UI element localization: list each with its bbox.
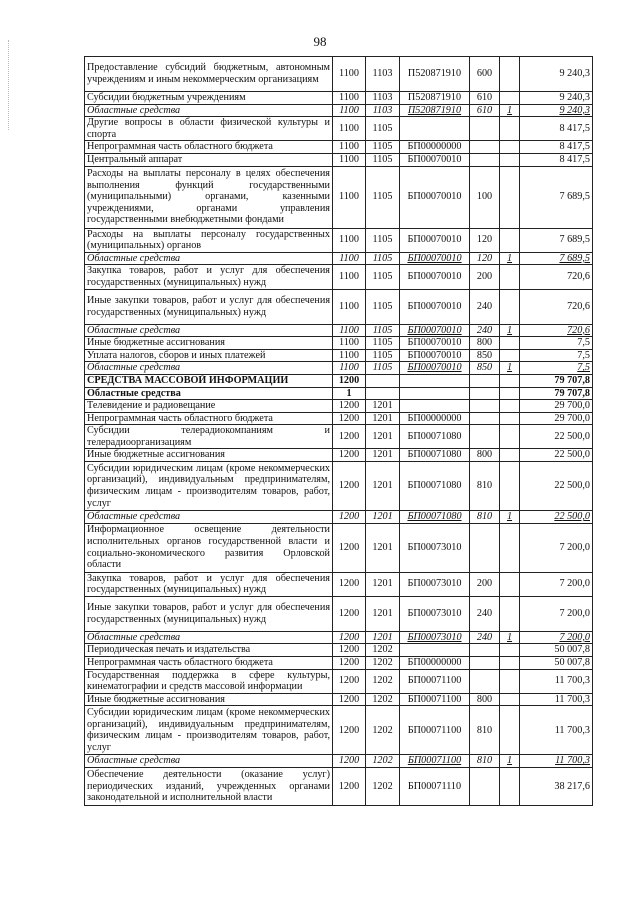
section-code-cell: 1100	[333, 153, 366, 166]
funding-source-cell	[500, 425, 520, 449]
section-code-cell: 1100	[333, 337, 366, 350]
expense-type-cell: 810	[470, 706, 500, 755]
expense-type-cell: 100	[470, 166, 500, 228]
target-article-cell: БП00070010	[400, 289, 470, 324]
row-name-cell: Субсидии юридическим лицам (кроме некоммерческих организаций), индивидуальным предпринимателям, физическим лицам - производителям товаров, работ, услуг	[85, 706, 333, 755]
table-row	[85, 117, 593, 141]
expense-type-cell: 810	[470, 755, 500, 768]
section-code-cell: 1200	[333, 755, 366, 768]
target-article-cell: БП00070010	[400, 265, 470, 289]
sum-cell: 7,5	[520, 349, 593, 362]
table-row	[85, 706, 593, 755]
row-name-cell: Телевидение и радиовещание	[85, 400, 333, 413]
sum-cell: 29 700,0	[520, 412, 593, 425]
funding-source-cell	[500, 349, 520, 362]
expense-type-cell: 240	[470, 631, 500, 644]
expense-type-cell	[470, 644, 500, 657]
section-code-cell: 1200	[333, 412, 366, 425]
target-article-cell: БП00071110	[400, 768, 470, 806]
sum-cell: 7 200,0	[520, 596, 593, 631]
row-name-cell: Обеспечение деятельности (оказание услуг) периодических изданий, учрежденных органами законодательной и исполнительной власти	[85, 768, 333, 806]
subsection-code-cell: 1201	[366, 425, 400, 449]
expense-type-cell: 850	[470, 349, 500, 362]
target-article-cell: БП00070010	[400, 252, 470, 265]
expense-type-cell: 850	[470, 362, 500, 375]
sum-cell: 79 707,8	[520, 387, 593, 400]
subsection-code-cell: 1105	[366, 362, 400, 375]
target-article-cell	[400, 400, 470, 413]
sum-cell: 50 007,8	[520, 644, 593, 657]
funding-source-cell	[500, 596, 520, 631]
expense-type-cell: 610	[470, 104, 500, 117]
expense-type-cell: 200	[470, 265, 500, 289]
row-name-cell: Непрограммная часть областного бюджета	[85, 141, 333, 154]
subsection-code-cell	[366, 374, 400, 387]
row-name-cell: Областные средства	[85, 755, 333, 768]
section-code-cell: 1200	[333, 706, 366, 755]
funding-source-cell	[500, 462, 520, 511]
subsection-code-cell: 1105	[366, 141, 400, 154]
funding-source-cell	[500, 706, 520, 755]
section-code-cell: 1200	[333, 511, 366, 524]
scan-margin-mark	[8, 40, 12, 130]
sum-cell: 7,5	[520, 337, 593, 350]
section-code-cell: 1200	[333, 669, 366, 693]
row-name-cell: Информационное освещение деятельности исполнительных органов государственной власти и социально-экономического развития Орловской области	[85, 523, 333, 572]
subsection-code-cell	[366, 387, 400, 400]
row-name-cell: Иные закупки товаров, работ и услуг для обеспечения государственных (муниципальных) нужд	[85, 596, 333, 631]
funding-source-cell	[500, 669, 520, 693]
row-name-cell: Областные средства	[85, 511, 333, 524]
target-article-cell: П520871910	[400, 57, 470, 92]
funding-source-cell	[500, 523, 520, 572]
section-code-cell: 1100	[333, 57, 366, 92]
sum-cell: 7 200,0	[520, 572, 593, 596]
target-article-cell: БП00071100	[400, 755, 470, 768]
sum-cell: 22 500,0	[520, 511, 593, 524]
sum-cell: 11 700,3	[520, 706, 593, 755]
target-article-cell: БП00071100	[400, 669, 470, 693]
expense-type-cell	[470, 400, 500, 413]
expense-type-cell: 120	[470, 228, 500, 252]
funding-source-cell	[500, 449, 520, 462]
target-article-cell: БП00071100	[400, 706, 470, 755]
table-row	[85, 425, 593, 449]
subsection-code-cell: 1105	[366, 324, 400, 337]
section-code-cell: 1200	[333, 462, 366, 511]
funding-source-cell: 1	[500, 755, 520, 768]
sum-cell: 720,6	[520, 289, 593, 324]
sum-cell: 8 417,5	[520, 153, 593, 166]
table-row	[85, 693, 593, 706]
table-row	[85, 412, 593, 425]
section-code-cell: 1100	[333, 362, 366, 375]
table-row	[85, 768, 593, 806]
funding-source-cell	[500, 57, 520, 92]
subsection-code-cell: 1201	[366, 449, 400, 462]
sum-cell: 22 500,0	[520, 462, 593, 511]
row-name-cell: Субсидии телерадиокомпаниям и телерадиоорганизациям	[85, 425, 333, 449]
row-name-cell: Областные средства	[85, 252, 333, 265]
section-code-cell: 1200	[333, 768, 366, 806]
row-name-cell: Иные закупки товаров, работ и услуг для обеспечения государственных (муниципальных) нужд	[85, 289, 333, 324]
subsection-code-cell: 1105	[366, 153, 400, 166]
expense-type-cell: 240	[470, 324, 500, 337]
subsection-code-cell: 1201	[366, 462, 400, 511]
subsection-code-cell: 1105	[366, 265, 400, 289]
expense-type-cell: 810	[470, 462, 500, 511]
table-row	[85, 57, 593, 92]
funding-source-cell	[500, 400, 520, 413]
funding-source-cell: 1	[500, 631, 520, 644]
sum-cell: 7 200,0	[520, 631, 593, 644]
subsection-code-cell: 1103	[366, 92, 400, 105]
row-name-cell: Государственная поддержка в сфере культуры, кинематографии и средств массовой информации	[85, 669, 333, 693]
funding-source-cell	[500, 117, 520, 141]
section-code-cell: 1200	[333, 596, 366, 631]
funding-source-cell: 1	[500, 252, 520, 265]
funding-source-cell	[500, 141, 520, 154]
table-row	[85, 104, 593, 117]
expense-type-cell	[470, 141, 500, 154]
sum-cell: 50 007,8	[520, 657, 593, 670]
target-article-cell: БП00070010	[400, 324, 470, 337]
subsection-code-cell: 1103	[366, 57, 400, 92]
target-article-cell: БП00070010	[400, 337, 470, 350]
subsection-code-cell: 1201	[366, 572, 400, 596]
table-row	[85, 337, 593, 350]
expense-type-cell: 800	[470, 693, 500, 706]
table-row	[85, 166, 593, 228]
funding-source-cell	[500, 387, 520, 400]
table-row	[85, 644, 593, 657]
target-article-cell: БП00000000	[400, 657, 470, 670]
target-article-cell: БП00070010	[400, 362, 470, 375]
row-name-cell: Расходы на выплаты персоналу государственных (муниципальных) органов	[85, 228, 333, 252]
sum-cell: 29 700,0	[520, 400, 593, 413]
expense-type-cell: 610	[470, 92, 500, 105]
table-row	[85, 289, 593, 324]
sum-cell: 38 217,6	[520, 768, 593, 806]
row-name-cell: Уплата налогов, сборов и иных платежей	[85, 349, 333, 362]
subsection-code-cell: 1105	[366, 117, 400, 141]
expense-type-cell: 120	[470, 252, 500, 265]
subsection-code-cell: 1202	[366, 657, 400, 670]
expense-type-cell	[470, 425, 500, 449]
table-row	[85, 153, 593, 166]
funding-source-cell	[500, 412, 520, 425]
row-name-cell: Иные бюджетные ассигнования	[85, 449, 333, 462]
expense-type-cell	[470, 117, 500, 141]
target-article-cell: БП00000000	[400, 412, 470, 425]
subsection-code-cell: 1202	[366, 693, 400, 706]
section-code-cell: 1200	[333, 693, 366, 706]
target-article-cell: БП00071080	[400, 425, 470, 449]
subsection-code-cell: 1201	[366, 412, 400, 425]
funding-source-cell	[500, 166, 520, 228]
table-row	[85, 669, 593, 693]
row-name-cell: Областные средства	[85, 104, 333, 117]
sum-cell: 720,6	[520, 324, 593, 337]
table-row	[85, 265, 593, 289]
table-row	[85, 462, 593, 511]
sum-cell: 7,5	[520, 362, 593, 375]
section-code-cell: 1100	[333, 265, 366, 289]
row-name-cell: Областные средства	[85, 387, 333, 400]
subsection-code-cell: 1201	[366, 631, 400, 644]
table-row	[85, 449, 593, 462]
funding-source-cell	[500, 228, 520, 252]
table-row	[85, 92, 593, 105]
section-code-cell: 1200	[333, 400, 366, 413]
target-article-cell: БП00070010	[400, 153, 470, 166]
funding-source-cell: 1	[500, 511, 520, 524]
expense-type-cell: 800	[470, 337, 500, 350]
funding-source-cell	[500, 92, 520, 105]
row-name-cell: Закупка товаров, работ и услуг для обеспечения государственных (муниципальных) нужд	[85, 572, 333, 596]
table-row	[85, 252, 593, 265]
subsection-code-cell: 1202	[366, 669, 400, 693]
expense-type-cell	[470, 523, 500, 572]
row-name-cell: Расходы на выплаты персоналу в целях обеспечения выполнения функций государственными (муниципальными) органами, казенными учреждениями, органами управления государственными внебюджетными фондами	[85, 166, 333, 228]
section-code-cell: 1200	[333, 657, 366, 670]
subsection-code-cell: 1201	[366, 596, 400, 631]
sum-cell: 7 689,5	[520, 252, 593, 265]
target-article-cell: БП00070010	[400, 349, 470, 362]
subsection-code-cell: 1103	[366, 104, 400, 117]
expense-type-cell: 800	[470, 449, 500, 462]
table-row	[85, 657, 593, 670]
sum-cell: 9 240,3	[520, 92, 593, 105]
sum-cell: 9 240,3	[520, 57, 593, 92]
expense-type-cell	[470, 768, 500, 806]
funding-source-cell	[500, 265, 520, 289]
table-row	[85, 374, 593, 387]
table-row	[85, 349, 593, 362]
target-article-cell: БП00071100	[400, 693, 470, 706]
funding-source-cell	[500, 572, 520, 596]
subsection-code-cell: 1105	[366, 337, 400, 350]
page-number: 98	[313, 34, 327, 49]
row-name-cell: Периодическая печать и издательства	[85, 644, 333, 657]
section-code-cell: 1200	[333, 644, 366, 657]
funding-source-cell: 1	[500, 324, 520, 337]
table-row	[85, 324, 593, 337]
target-article-cell: БП00073010	[400, 596, 470, 631]
sum-cell: 7 689,5	[520, 228, 593, 252]
funding-source-cell	[500, 657, 520, 670]
subsection-code-cell: 1105	[366, 349, 400, 362]
row-name-cell: Субсидии юридическим лицам (кроме некоммерческих организаций), индивидуальным предпринимателям, физическим лицам - производителям товаров, работ, услуг	[85, 462, 333, 511]
row-name-cell: Предоставление субсидий бюджетным, автономным учреждениям и иным некоммерческим организациям	[85, 57, 333, 92]
expense-type-cell	[470, 657, 500, 670]
expense-type-cell	[470, 669, 500, 693]
target-article-cell: БП00073010	[400, 523, 470, 572]
row-name-cell: СРЕДСТВА МАССОВОЙ ИНФОРМАЦИИ	[85, 374, 333, 387]
target-article-cell	[400, 374, 470, 387]
sum-cell: 22 500,0	[520, 425, 593, 449]
target-article-cell: БП00071080	[400, 449, 470, 462]
section-code-cell: 1100	[333, 117, 366, 141]
expense-type-cell	[470, 374, 500, 387]
sum-cell: 720,6	[520, 265, 593, 289]
target-article-cell: БП00071080	[400, 511, 470, 524]
row-name-cell: Иные бюджетные ассигнования	[85, 337, 333, 350]
sum-cell: 9 240,3	[520, 104, 593, 117]
table-row	[85, 572, 593, 596]
sum-cell: 11 700,3	[520, 669, 593, 693]
subsection-code-cell: 1202	[366, 644, 400, 657]
subsection-code-cell: 1105	[366, 252, 400, 265]
section-code-cell: 1200	[333, 374, 366, 387]
funding-source-cell	[500, 693, 520, 706]
expense-type-cell: 240	[470, 596, 500, 631]
expense-type-cell: 240	[470, 289, 500, 324]
section-code-cell: 1200	[333, 449, 366, 462]
target-article-cell: П520871910	[400, 92, 470, 105]
table-row	[85, 511, 593, 524]
section-code-cell: 1100	[333, 92, 366, 105]
expense-type-cell	[470, 387, 500, 400]
subsection-code-cell: 1105	[366, 166, 400, 228]
expense-type-cell: 200	[470, 572, 500, 596]
row-name-cell: Иные бюджетные ассигнования	[85, 693, 333, 706]
expense-type-cell	[470, 412, 500, 425]
subsection-code-cell: 1202	[366, 755, 400, 768]
section-code-cell: 1200	[333, 631, 366, 644]
sum-cell: 11 700,3	[520, 755, 593, 768]
section-code-cell: 1100	[333, 104, 366, 117]
subsection-code-cell: 1201	[366, 523, 400, 572]
section-code-cell: 1100	[333, 166, 366, 228]
target-article-cell: БП00070010	[400, 166, 470, 228]
funding-source-cell	[500, 374, 520, 387]
row-name-cell: Непрограммная часть областного бюджета	[85, 412, 333, 425]
row-name-cell: Областные средства	[85, 324, 333, 337]
section-code-cell: 1200	[333, 572, 366, 596]
sum-cell: 7 200,0	[520, 523, 593, 572]
table-row	[85, 387, 593, 400]
subsection-code-cell: 1201	[366, 511, 400, 524]
section-code-cell: 1	[333, 387, 366, 400]
row-name-cell: Субсидии бюджетным учреждениям	[85, 92, 333, 105]
sum-cell: 8 417,5	[520, 141, 593, 154]
row-name-cell: Непрограммная часть областного бюджета	[85, 657, 333, 670]
section-code-cell: 1100	[333, 252, 366, 265]
funding-source-cell	[500, 289, 520, 324]
target-article-cell: БП00073010	[400, 572, 470, 596]
table-row	[85, 362, 593, 375]
sum-cell: 7 689,5	[520, 166, 593, 228]
table-row	[85, 631, 593, 644]
target-article-cell: БП00070010	[400, 228, 470, 252]
subsection-code-cell: 1202	[366, 706, 400, 755]
sum-cell: 22 500,0	[520, 449, 593, 462]
section-code-cell: 1100	[333, 141, 366, 154]
expense-type-cell: 600	[470, 57, 500, 92]
table-row	[85, 400, 593, 413]
subsection-code-cell: 1105	[366, 289, 400, 324]
section-code-cell: 1100	[333, 349, 366, 362]
target-article-cell	[400, 117, 470, 141]
target-article-cell: БП00071080	[400, 462, 470, 511]
row-name-cell: Областные средства	[85, 631, 333, 644]
target-article-cell: БП00000000	[400, 141, 470, 154]
funding-source-cell	[500, 337, 520, 350]
table-row	[85, 141, 593, 154]
target-article-cell	[400, 387, 470, 400]
sum-cell: 11 700,3	[520, 693, 593, 706]
sum-cell: 79 707,8	[520, 374, 593, 387]
section-code-cell: 1200	[333, 425, 366, 449]
table-row	[85, 523, 593, 572]
table-row	[85, 755, 593, 768]
funding-source-cell	[500, 768, 520, 806]
subsection-code-cell: 1202	[366, 768, 400, 806]
target-article-cell: П520871910	[400, 104, 470, 117]
row-name-cell: Закупка товаров, работ и услуг для обеспечения государственных (муниципальных) нужд	[85, 265, 333, 289]
subsection-code-cell: 1105	[366, 228, 400, 252]
section-code-cell: 1200	[333, 523, 366, 572]
subsection-code-cell: 1201	[366, 400, 400, 413]
sum-cell: 8 417,5	[520, 117, 593, 141]
budget-table	[84, 56, 593, 806]
expense-type-cell	[470, 153, 500, 166]
row-name-cell: Областные средства	[85, 362, 333, 375]
expense-type-cell: 810	[470, 511, 500, 524]
funding-source-cell: 1	[500, 362, 520, 375]
row-name-cell: Другие вопросы в области физической культуры и спорта	[85, 117, 333, 141]
section-code-cell: 1100	[333, 289, 366, 324]
budget-table-body	[85, 57, 593, 806]
funding-source-cell: 1	[500, 104, 520, 117]
row-name-cell: Центральный аппарат	[85, 153, 333, 166]
section-code-cell: 1100	[333, 324, 366, 337]
target-article-cell: БП00073010	[400, 631, 470, 644]
target-article-cell	[400, 644, 470, 657]
funding-source-cell	[500, 644, 520, 657]
table-row	[85, 596, 593, 631]
table-row	[85, 228, 593, 252]
funding-source-cell	[500, 153, 520, 166]
section-code-cell: 1100	[333, 228, 366, 252]
